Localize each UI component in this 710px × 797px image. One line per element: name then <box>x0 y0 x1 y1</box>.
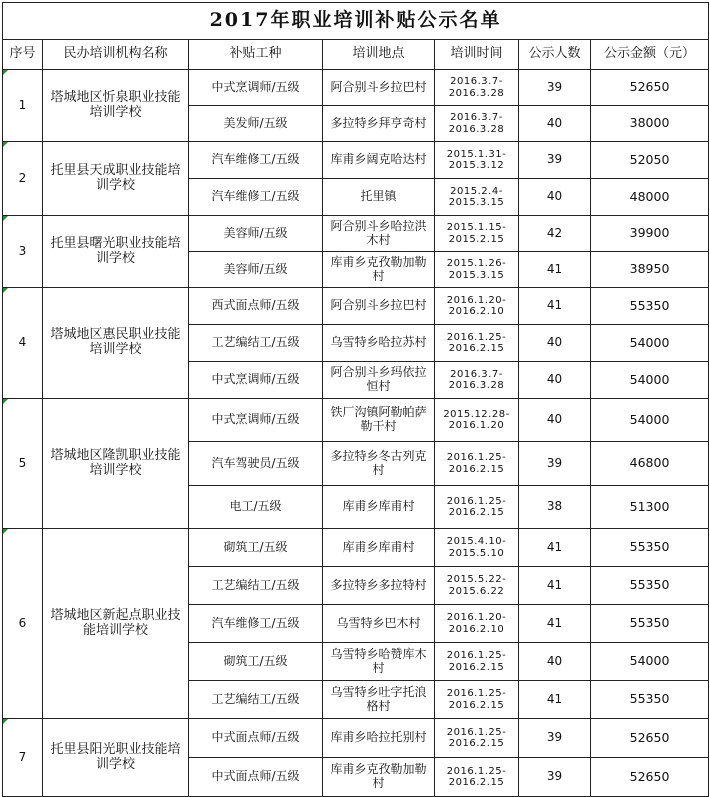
job-cell[interactable]: 工艺编结工/五级 <box>189 567 323 605</box>
count-cell[interactable]: 42 <box>519 216 591 252</box>
date-cell[interactable]: 2015.2.4-2015.3.15 <box>435 179 519 216</box>
location-cell[interactable]: 库甫乡哈拉托别村 <box>323 719 435 758</box>
count-cell[interactable]: 41 <box>519 605 591 643</box>
row-number-cell[interactable]: 7 <box>3 719 43 797</box>
date-cell[interactable]: 2016.1.25-2016.2.15 <box>435 442 519 486</box>
date-cell[interactable]: 2016.1.25-2016.2.15 <box>435 486 519 529</box>
date-cell[interactable]: 2015.12.28-2016.1.20 <box>435 399 519 442</box>
header-cell-job[interactable]: 补贴工种 <box>189 40 323 70</box>
amount-cell[interactable]: 54000 <box>591 325 709 362</box>
date-cell[interactable]: 2016.3.7-2016.3.28 <box>435 106 519 142</box>
institution-name-cell[interactable]: 塔城地区惠民职业技能培训学校 <box>43 288 189 399</box>
job-cell[interactable]: 工艺编结工/五级 <box>189 325 323 362</box>
amount-cell[interactable]: 54000 <box>591 399 709 442</box>
table-row <box>3 70 709 106</box>
subsidy-table <box>2 2 709 797</box>
amount-cell[interactable]: 55350 <box>591 288 709 325</box>
job-cell[interactable]: 砌筑工/五级 <box>189 529 323 567</box>
job-cell[interactable]: 砌筑工/五级 <box>189 643 323 681</box>
job-cell[interactable]: 美发师/五级 <box>189 106 323 142</box>
date-cell[interactable]: 2016.1.20-2016.2.10 <box>435 605 519 643</box>
header-cell-no[interactable]: 序号 <box>3 40 43 70</box>
amount-cell[interactable]: 46800 <box>591 442 709 486</box>
date-cell[interactable]: 2016.1.20-2016.2.10 <box>435 288 519 325</box>
job-cell[interactable]: 美容师/五级 <box>189 252 323 288</box>
date-cell[interactable]: 2015.4.10-2015.5.10 <box>435 529 519 567</box>
job-cell[interactable]: 汽车维修工/五级 <box>189 605 323 643</box>
count-cell[interactable]: 41 <box>519 288 591 325</box>
institution-name-cell[interactable]: 托里县曙光职业技能培训学校 <box>43 216 189 288</box>
location-cell[interactable]: 库甫乡克孜勒加勒村 <box>323 758 435 797</box>
table-row <box>3 399 709 442</box>
job-cell[interactable]: 中式烹调师/五级 <box>189 70 323 106</box>
date-cell[interactable]: 2016.3.7-2016.3.28 <box>435 362 519 399</box>
header-cell-location[interactable]: 培训地点 <box>323 40 435 70</box>
count-cell[interactable]: 39 <box>519 758 591 797</box>
date-cell[interactable]: 2015.5.22-2015.6.22 <box>435 567 519 605</box>
table-row <box>3 288 709 325</box>
amount-cell[interactable]: 55350 <box>591 681 709 719</box>
header-cell-date[interactable]: 培训时间 <box>435 40 519 70</box>
count-cell[interactable]: 41 <box>519 567 591 605</box>
count-cell[interactable]: 39 <box>519 142 591 179</box>
table-row <box>3 719 709 758</box>
job-cell[interactable]: 中式面点师/五级 <box>189 758 323 797</box>
sheet-title[interactable]: 2017年职业培训补贴公示名单 <box>3 3 709 40</box>
header-cell-count[interactable]: 公示人数 <box>519 40 591 70</box>
row-number-cell[interactable]: 4 <box>3 288 43 399</box>
location-cell[interactable]: 阿合别斗乡拉巴村 <box>323 288 435 325</box>
count-cell[interactable]: 41 <box>519 252 591 288</box>
location-cell[interactable]: 乌雪特乡哈拉苏村 <box>323 325 435 362</box>
job-cell[interactable]: 美容师/五级 <box>189 216 323 252</box>
location-cell[interactable]: 多拉特乡冬古列克村 <box>323 442 435 486</box>
date-cell[interactable]: 2016.1.25-2016.2.15 <box>435 719 519 758</box>
job-cell[interactable]: 汽车维修工/五级 <box>189 142 323 179</box>
table-row <box>3 529 709 567</box>
count-cell[interactable]: 41 <box>519 681 591 719</box>
date-cell[interactable]: 2016.1.25-2016.2.15 <box>435 681 519 719</box>
amount-cell[interactable]: 39900 <box>591 216 709 252</box>
job-cell[interactable]: 工艺编结工/五级 <box>189 681 323 719</box>
job-cell[interactable]: 中式面点师/五级 <box>189 719 323 758</box>
count-cell[interactable]: 39 <box>519 719 591 758</box>
count-cell[interactable]: 40 <box>519 399 591 442</box>
amount-cell[interactable]: 52650 <box>591 719 709 758</box>
institution-name-cell[interactable]: 塔城地区新起点职业技能培训学校 <box>43 529 189 719</box>
location-cell[interactable]: 乌雪特乡哈赞库木村 <box>323 643 435 681</box>
header-cell-institution[interactable]: 民办培训机构名称 <box>43 40 189 70</box>
amount-cell[interactable]: 55350 <box>591 605 709 643</box>
job-cell[interactable]: 西式面点师/五级 <box>189 288 323 325</box>
institution-name-cell[interactable]: 塔城地区隆凯职业技能培训学校 <box>43 399 189 529</box>
location-cell[interactable]: 阿合别斗乡哈拉洪木村 <box>323 216 435 252</box>
table-row <box>3 142 709 179</box>
count-cell[interactable]: 40 <box>519 325 591 362</box>
location-cell[interactable]: 铁厂沟镇阿勒帕萨勒干村 <box>323 399 435 442</box>
header-row <box>3 40 709 70</box>
job-cell[interactable]: 中式烹调师/五级 <box>189 362 323 399</box>
header-cell-amount[interactable]: 公示金额（元） <box>591 40 709 70</box>
location-cell[interactable]: 库甫乡库甫村 <box>323 486 435 529</box>
date-cell[interactable]: 2016.1.25-2016.2.15 <box>435 325 519 362</box>
location-cell[interactable]: 库甫乡阔克哈达村 <box>323 142 435 179</box>
location-cell[interactable]: 库甫乡克孜勒加勒村 <box>323 252 435 288</box>
date-cell[interactable]: 2016.1.25-2016.2.15 <box>435 643 519 681</box>
institution-name-cell[interactable]: 托里县天成职业技能培训学校 <box>43 142 189 216</box>
count-cell[interactable]: 39 <box>519 70 591 106</box>
amount-cell[interactable]: 55350 <box>591 529 709 567</box>
row-number-cell[interactable]: 2 <box>3 142 43 216</box>
count-cell[interactable]: 40 <box>519 179 591 216</box>
location-cell[interactable]: 托里镇 <box>323 179 435 216</box>
job-cell[interactable]: 汽车维修工/五级 <box>189 179 323 216</box>
job-cell[interactable]: 中式烹调师/五级 <box>189 399 323 442</box>
count-cell[interactable]: 38 <box>519 486 591 529</box>
amount-cell[interactable]: 54000 <box>591 362 709 399</box>
location-cell[interactable]: 乌雪特乡吐字托浪格村 <box>323 681 435 719</box>
row-number-cell[interactable]: 3 <box>3 216 43 288</box>
institution-name-cell[interactable]: 托里县阳光职业技能培训学校 <box>43 719 189 797</box>
amount-cell[interactable]: 55350 <box>591 567 709 605</box>
date-cell[interactable]: 2016.1.25-2016.2.15 <box>435 758 519 797</box>
date-cell[interactable]: 2015.1.26-2015.3.15 <box>435 252 519 288</box>
amount-cell[interactable]: 51300 <box>591 486 709 529</box>
location-cell[interactable]: 阿合别斗乡拉巴村 <box>323 70 435 106</box>
location-cell[interactable]: 多拉特乡拜亨奇村 <box>323 106 435 142</box>
date-cell[interactable]: 2015.1.15-2015.2.15 <box>435 216 519 252</box>
table-row <box>3 216 709 252</box>
institution-name-cell[interactable]: 塔城地区忻泉职业技能培训学校 <box>43 70 189 142</box>
amount-cell[interactable]: 48000 <box>591 179 709 216</box>
count-cell[interactable]: 39 <box>519 442 591 486</box>
row-number-cell[interactable]: 1 <box>3 70 43 142</box>
job-cell[interactable]: 电工/五级 <box>189 486 323 529</box>
amount-cell[interactable]: 54000 <box>591 643 709 681</box>
location-cell[interactable]: 阿合别斗乡玛依拉恒村 <box>323 362 435 399</box>
count-cell[interactable]: 40 <box>519 106 591 142</box>
count-cell[interactable]: 40 <box>519 362 591 399</box>
row-number-cell[interactable]: 5 <box>3 399 43 529</box>
location-cell[interactable]: 多拉特乡多拉特村 <box>323 567 435 605</box>
amount-cell[interactable]: 38000 <box>591 106 709 142</box>
amount-cell[interactable]: 38950 <box>591 252 709 288</box>
date-cell[interactable]: 2015.1.31-2015.3.12 <box>435 142 519 179</box>
amount-cell[interactable]: 52650 <box>591 70 709 106</box>
amount-cell[interactable]: 52650 <box>591 758 709 797</box>
job-cell[interactable]: 汽车驾驶员/五级 <box>189 442 323 486</box>
date-cell[interactable]: 2016.3.7-2016.3.28 <box>435 70 519 106</box>
count-cell[interactable]: 40 <box>519 643 591 681</box>
row-number-cell[interactable]: 6 <box>3 529 43 719</box>
amount-cell[interactable]: 52050 <box>591 142 709 179</box>
count-cell[interactable]: 41 <box>519 529 591 567</box>
location-cell[interactable]: 库甫乡库甫村 <box>323 529 435 567</box>
location-cell[interactable]: 乌雪特乡巴木村 <box>323 605 435 643</box>
